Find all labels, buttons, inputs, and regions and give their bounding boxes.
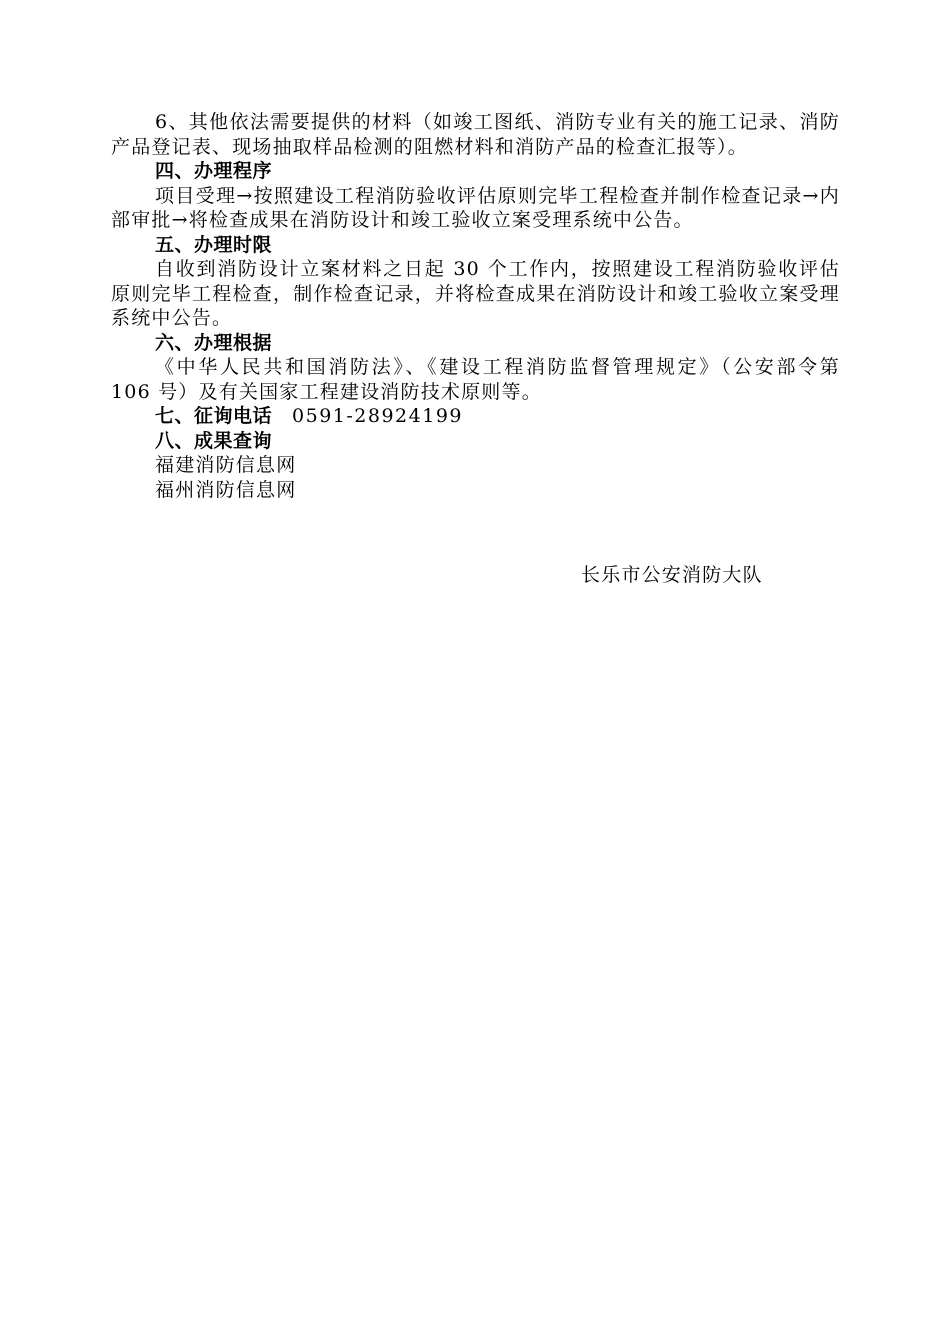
item-6-paragraph: 6、其他依法需要提供的材料（如竣工图纸、消防专业有关的施工记录、消防产品登记表、现场抽取样品检测的阻燃材料和消防产品的检查汇报等）。	[111, 111, 840, 158]
section-7-heading-row	[111, 404, 840, 429]
section-7-heading: 七、征询电话	[155, 405, 273, 427]
section-4-body: 项目受理→按照建设工程消防验收评估原则完毕工程检查并制作检查记录→内部审批→将检查成果在消防设计和竣工验收立案受理系统中公告。	[111, 184, 840, 231]
document-body	[111, 110, 840, 502]
issuer-signature: 长乐市公安消防大队	[581, 564, 763, 586]
section-6-body: 《中华人民共和国消防法》、《建设工程消防监督管理规定》（公安部令第 106 号）及有关国家工程建设消防技术原则等。	[111, 356, 840, 403]
contact-phone: 0591-28924199	[292, 405, 463, 427]
section-4-heading: 四、办理程序	[155, 160, 273, 182]
section-5-heading: 五、办理时限	[155, 233, 273, 256]
section-5-body: 自收到消防设计立案材料之日起 30 个工作内，按照建设工程消防验收评估原则完毕工程检查，制作检查记录，并将检查成果在消防设计和竣工验收立案受理系统中公告。	[111, 258, 840, 329]
result-link-fuzhou: 福州消防信息网	[155, 478, 297, 501]
section-8-heading: 八、成果查询	[155, 429, 273, 452]
section-6-heading: 六、办理根据	[155, 331, 273, 354]
result-link-fujian: 福建消防信息网	[155, 454, 297, 476]
